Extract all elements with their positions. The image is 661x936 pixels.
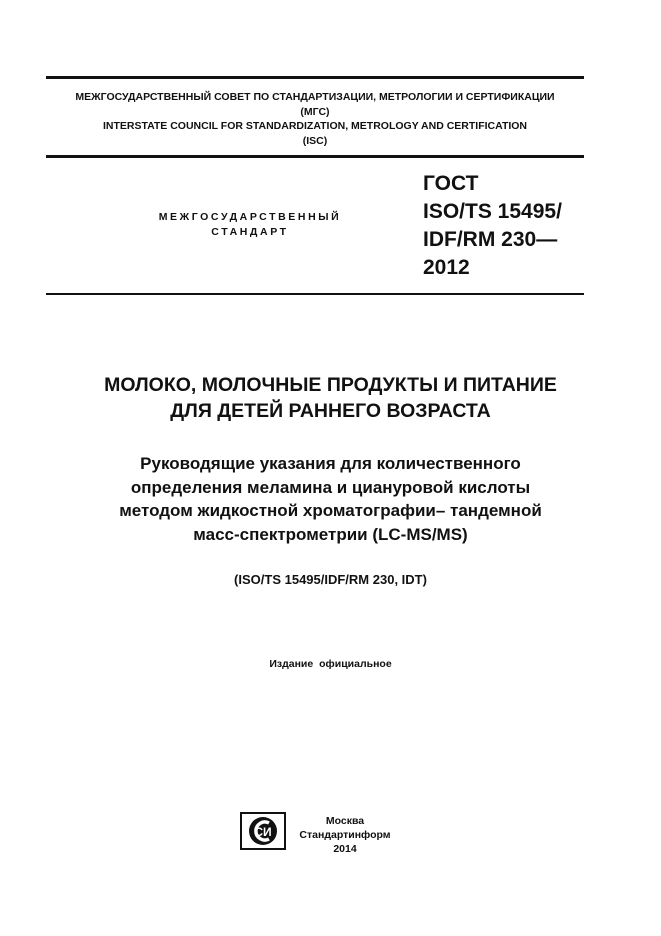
gost-designation [423, 170, 562, 282]
document-subtitle [20, 452, 641, 546]
top-rule [46, 76, 584, 79]
edition-label: Издание официальное [269, 658, 392, 670]
document-title [20, 372, 641, 424]
gost-line2: ISO/TS 15495/ [423, 200, 562, 223]
subtitle-line1: Руководящие указания для количественного [140, 454, 521, 473]
council-abbr-ru: (МГС) [300, 105, 330, 118]
council-abbr-en: (ISC) [302, 134, 328, 147]
middle-rule [46, 155, 584, 158]
publisher-block [290, 814, 400, 856]
gost-line1: ГОСТ [423, 172, 479, 195]
standard-kind [140, 210, 360, 240]
council-name-ru: МЕЖГОСУДАРСТВЕННЫЙ СОВЕТ ПО СТАНДАРТИЗАЦИИ, МЕТРОЛОГИИ И СЕРТИФИКАЦИИ [75, 91, 555, 103]
title-line1: МОЛОКО, МОЛОЧНЫЕ ПРОДУКТЫ И ПИТАНИЕ [104, 374, 557, 396]
council-header [46, 90, 584, 148]
subtitle-line2: определения меламина и циануровой кислоты [130, 477, 531, 497]
publisher-name: Стандартинформ [299, 829, 391, 841]
standard-kind-line2: СТАНДАРТ [211, 226, 289, 238]
subtitle-line3: методом жидкостной хроматографии– тандемной [119, 501, 542, 520]
subtitle-line4: масс-спектрометрии (LC-MS/MS) [193, 524, 468, 544]
bottom-rule [46, 293, 584, 295]
standartinform-logo-icon [240, 812, 286, 850]
publisher-year: 2014 [333, 843, 357, 855]
gost-line3: IDF/RM 230— [423, 228, 558, 251]
svg-text:СИ: СИ [254, 825, 272, 839]
title-line2: ДЛЯ ДЕТЕЙ РАННЕГО ВОЗРАСТА [170, 400, 491, 422]
standard-kind-line1: МЕЖГОСУДАРСТВЕННЫЙ [158, 211, 342, 223]
identity-reference: (ISO/TS 15495/IDF/RM 230, IDT) [234, 572, 427, 587]
council-name-en: INTERSTATE COUNCIL FOR STANDARDIZATION, METROLOGY AND CERTIFICATION [102, 120, 528, 132]
publisher-city: Москва [325, 815, 365, 827]
gost-line4: 2012 [423, 256, 470, 279]
